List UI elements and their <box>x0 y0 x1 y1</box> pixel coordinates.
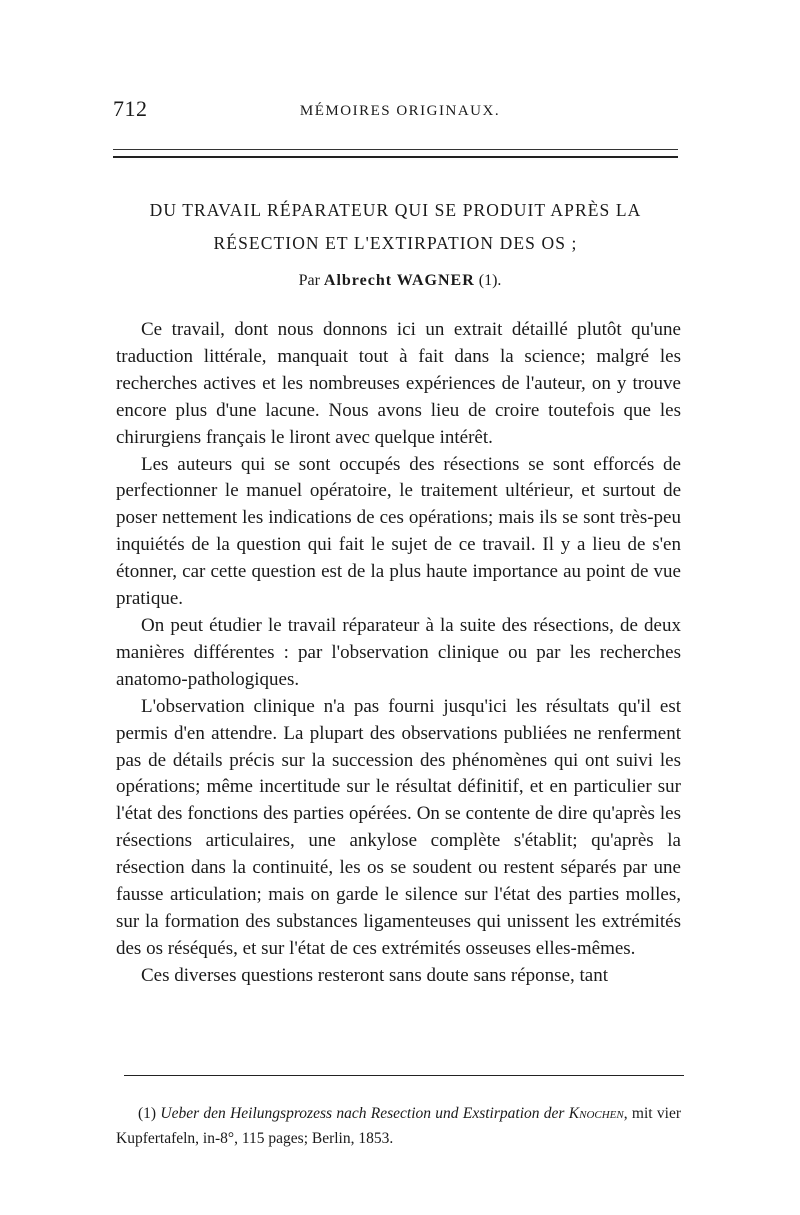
footnote-details: , mit vier Kupfertafeln, in-8°, 115 pages; Berlin, 1853. <box>116 1105 681 1147</box>
paragraph: On peut étudier le travail réparateur à la suite des résections, de deux manières différentes : par l'observation clinique ou par les recherches anatomo-pathologiques. <box>116 614 681 690</box>
header-rule <box>113 149 678 158</box>
footnote-title: Ueber den Heilungsprozess nach Resection und Exstirpation der <box>160 1105 565 1122</box>
footnote-marker: (1) <box>138 1105 157 1122</box>
author-name: Albrecht WAGNER <box>323 272 475 289</box>
footnote-rule <box>124 1075 684 1076</box>
page-number: 712 <box>113 96 148 121</box>
paragraph: Ces diverses questions resteront sans doute sans réponse, tant <box>141 964 608 986</box>
footnote-title-caps: Knochen <box>568 1105 624 1122</box>
running-title: MÉMOIRES ORIGINAUX. <box>299 103 501 119</box>
article-body <box>116 317 681 990</box>
paragraph: L'observation clinique n'a pas fourni jusqu'ici les résultats qu'il est permis d'en attendre. La plupart des observations publiées ne renferment pas de détails précis sur la succession des phénomènes qui ont suivi les opérations; même incertitude sur le résultat définitif, et en particulier sur l'état des fonctions des parties opérées. On se contente de dire qu'après les résections articulaires, une ankylose complète s'établit; qu'après la résection dans la continuité, les os se soudent ou restent séparés par une fausse articulation; mais on garde le silence sur l'état des parties molles, sur la formation des substances ligamenteuses qui unissent les extrémités des os réséqués, et sur l'état de ces extrémités osseuses elles-mêmes. <box>116 695 681 959</box>
article-title: DU TRAVAIL RÉPARATEUR QUI SE PRODUIT APRÈS LA RÉSECTION ET L'EXTIRPATION DES OS ; <box>149 200 642 253</box>
byline <box>0 272 800 290</box>
footnote-reference: (1). <box>478 272 502 289</box>
footnote <box>116 1101 681 1151</box>
paragraph: Les auteurs qui se sont occupés des résections se sont efforcés de perfectionner le manuel opératoire, le traitement ultérieur, et surtout de poser nettement les indications de ces opérations; mais ils se sont très-peu inquiétés de la question qui fait le sujet de ce travail. Il y a lieu de s'en étonner, car cette question est de la plus haute importance au point de vue pratique. <box>116 453 681 610</box>
byline-prefix: Par <box>298 272 320 289</box>
paragraph: Ce travail, dont nous donnons ici un extrait détaillé plutôt qu'une traduction littérale, manquait tout à fait dans la science; malgré les recherches actives et les nombreuses expériences de l'auteur, on y trouve encore plus d'une lacune. Nous avons lieu de croire toutefois que les chirurgiens français le liront avec quelque intérêt. <box>116 319 681 448</box>
